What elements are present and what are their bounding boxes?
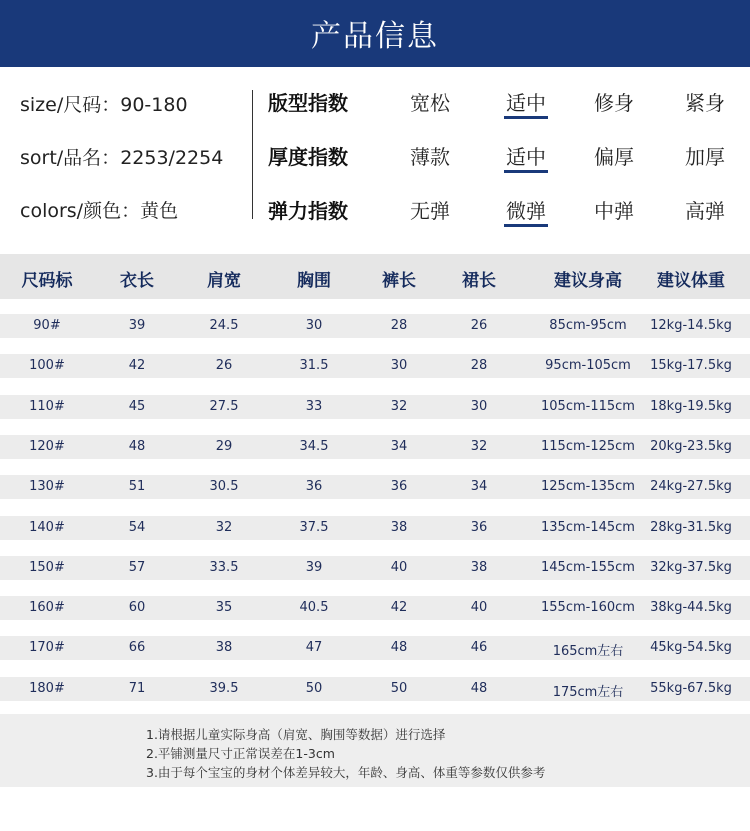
cell-col-chest: 50 (305, 680, 323, 696)
table-row (0, 596, 750, 620)
cell-col-shoulder: 30.5 (209, 479, 239, 495)
cell-col-weight: 20kg-23.5kg (650, 438, 732, 454)
cell-col-weight: 32kg-37.5kg (650, 559, 732, 575)
note-item: 1.请根据儿童实际身高（肩宽、胸围等数据）进行选择 (146, 727, 446, 742)
cell-col-shoulder: 35 (215, 600, 233, 616)
cell-col-height: 95cm-105cm (545, 358, 631, 374)
cell-col-shoulder: 38 (215, 640, 233, 656)
cell-col-weight: 24kg-27.5kg (650, 479, 732, 495)
cell-col-pants: 40 (390, 559, 408, 575)
info-size (20, 90, 188, 117)
cell-col-chest: 39 (305, 559, 323, 575)
cell-col-pants: 34 (390, 438, 408, 454)
cell-col-size: 130# (29, 479, 65, 495)
cell-col-shoulder: 26 (215, 358, 233, 374)
cell-col-weight: 15kg-17.5kg (650, 358, 732, 374)
cell-col-height: 135cm-145cm (541, 519, 635, 535)
cell-col-size: 150# (29, 559, 65, 575)
fit-option-slim: 修身 (594, 91, 634, 115)
header-col-length: 衣长 (120, 271, 154, 291)
cell-col-length: 57 (128, 559, 146, 575)
cell-col-weight: 38kg-44.5kg (650, 600, 732, 616)
cell-col-length: 42 (128, 358, 146, 374)
cell-col-skirt: 36 (470, 519, 488, 535)
table-row (0, 475, 750, 499)
table-row (0, 556, 750, 580)
info-sort (20, 143, 223, 170)
cell-col-skirt: 32 (470, 438, 488, 454)
cell-col-pants: 42 (390, 600, 408, 616)
cell-col-chest: 33 (305, 398, 323, 414)
product-info-section (0, 67, 750, 239)
cell-col-shoulder: 24.5 (209, 318, 239, 333)
note-item: 3.由于每个宝宝的身材个体差异较大，年龄、身高、体重等参数仅供参考 (146, 765, 546, 780)
cell-col-size: 140# (29, 519, 65, 535)
cell-col-chest: 40.5 (299, 600, 329, 616)
cell-col-length: 71 (128, 680, 146, 696)
header-banner (0, 0, 750, 67)
cell-col-length: 54 (128, 519, 146, 535)
sort-label: sort/品名： (20, 147, 121, 169)
cell-col-weight: 55kg-67.5kg (650, 680, 732, 696)
cell-col-length: 51 (128, 479, 146, 495)
cell-col-size: 170# (29, 640, 65, 656)
header-col-size: 尺码标 (21, 271, 73, 291)
cell-col-shoulder: 32 (215, 519, 233, 535)
cell-col-size: 110# (29, 398, 65, 414)
thickness-option-medium: 适中 (506, 145, 546, 169)
header-col-shoulder: 肩宽 (207, 271, 241, 291)
cell-col-skirt: 46 (470, 640, 488, 656)
table-row (0, 314, 750, 338)
cell-col-size: 180# (29, 680, 65, 696)
cell-col-weight: 12kg-14.5kg (650, 318, 732, 333)
color-value: 黄色 (140, 200, 179, 222)
info-color (20, 196, 178, 223)
header-col-chest: 胸围 (297, 271, 331, 291)
thickness-option-thick: 加厚 (685, 145, 725, 169)
table-row (0, 354, 750, 378)
cell-col-skirt: 26 (470, 318, 488, 333)
cell-col-skirt: 48 (470, 680, 488, 696)
cell-col-height: 115cm-125cm (541, 438, 635, 454)
thickness-selected-indicator (504, 170, 548, 173)
cell-col-skirt: 34 (470, 479, 488, 495)
cell-col-shoulder: 29 (215, 438, 233, 454)
stretch-option-slight: 微弹 (506, 199, 546, 223)
info-divider (252, 90, 253, 219)
cell-col-length: 48 (128, 438, 146, 454)
table-row (0, 395, 750, 419)
note-item: 2.平铺测量尺寸正常误差在1-3cm (146, 746, 335, 761)
cell-col-height: 175cm左右 (552, 684, 624, 700)
cell-col-size: 100# (29, 358, 65, 374)
stretch-selected-indicator (504, 224, 548, 227)
cell-col-shoulder: 33.5 (209, 559, 239, 575)
fit-option-tight: 紧身 (685, 91, 725, 115)
cell-col-pants: 30 (390, 358, 408, 374)
cell-col-height: 165cm左右 (552, 644, 624, 660)
cell-col-chest: 31.5 (299, 358, 329, 374)
stretch-index-label: 弹力指数 (268, 199, 348, 223)
fit-option-loose: 宽松 (410, 91, 450, 115)
header-col-pants: 裤长 (382, 271, 416, 291)
cell-col-weight: 45kg-54.5kg (650, 640, 732, 656)
cell-col-height: 105cm-115cm (541, 398, 635, 414)
cell-col-size: 90# (33, 318, 61, 333)
color-label: colors/颜色： (20, 200, 141, 222)
cell-col-skirt: 40 (470, 600, 488, 616)
cell-col-height: 155cm-160cm (541, 600, 635, 616)
size-value: 90-180 (120, 94, 188, 116)
cell-col-weight: 18kg-19.5kg (650, 398, 732, 414)
cell-col-skirt: 30 (470, 398, 488, 414)
fit-index-label: 版型指数 (268, 91, 348, 115)
cell-col-skirt: 28 (470, 358, 488, 374)
cell-col-height: 145cm-155cm (541, 559, 635, 575)
cell-col-size: 120# (29, 438, 65, 454)
cell-col-chest: 36 (305, 479, 323, 495)
table-row (0, 516, 750, 540)
thickness-option-thickish: 偏厚 (594, 145, 634, 169)
cell-col-pants: 48 (390, 640, 408, 656)
cell-col-size: 160# (29, 600, 65, 616)
header-col-weight: 建议体重 (657, 271, 725, 291)
cell-col-length: 66 (128, 640, 146, 656)
size-table-header (0, 254, 750, 299)
cell-col-shoulder: 39.5 (209, 680, 239, 696)
cell-col-length: 45 (128, 398, 146, 414)
cell-col-chest: 30 (305, 318, 323, 333)
page-title: 产品信息 (311, 19, 439, 54)
cell-col-pants: 32 (390, 398, 408, 414)
fit-selected-indicator (504, 116, 548, 119)
cell-col-weight: 28kg-31.5kg (650, 519, 732, 535)
stretch-option-high: 高弹 (685, 199, 725, 223)
stretch-option-none: 无弹 (410, 199, 450, 223)
cell-col-chest: 37.5 (299, 519, 329, 535)
header-col-skirt: 裙长 (462, 271, 496, 291)
cell-col-chest: 47 (305, 640, 323, 656)
size-label: size/尺码： (20, 94, 121, 116)
header-col-height: 建议身高 (554, 271, 622, 291)
cell-col-height: 85cm-95cm (549, 318, 627, 333)
table-row (0, 435, 750, 459)
thickness-index-label: 厚度指数 (268, 145, 348, 169)
cell-col-length: 39 (128, 318, 146, 333)
cell-col-pants: 38 (390, 519, 408, 535)
notes-section (0, 714, 750, 787)
cell-col-length: 60 (128, 600, 146, 616)
cell-col-height: 125cm-135cm (541, 479, 635, 495)
cell-col-shoulder: 27.5 (209, 398, 239, 414)
cell-col-pants: 50 (390, 680, 408, 696)
cell-col-chest: 34.5 (299, 438, 329, 454)
table-row (0, 636, 750, 660)
cell-col-skirt: 38 (470, 559, 488, 575)
cell-col-pants: 36 (390, 479, 408, 495)
table-row (0, 677, 750, 701)
thickness-option-thin: 薄款 (410, 145, 450, 169)
cell-col-pants: 28 (390, 318, 408, 333)
fit-option-regular: 适中 (506, 91, 546, 115)
sort-value: 2253/2254 (120, 147, 224, 169)
stretch-option-medium: 中弹 (594, 199, 634, 223)
